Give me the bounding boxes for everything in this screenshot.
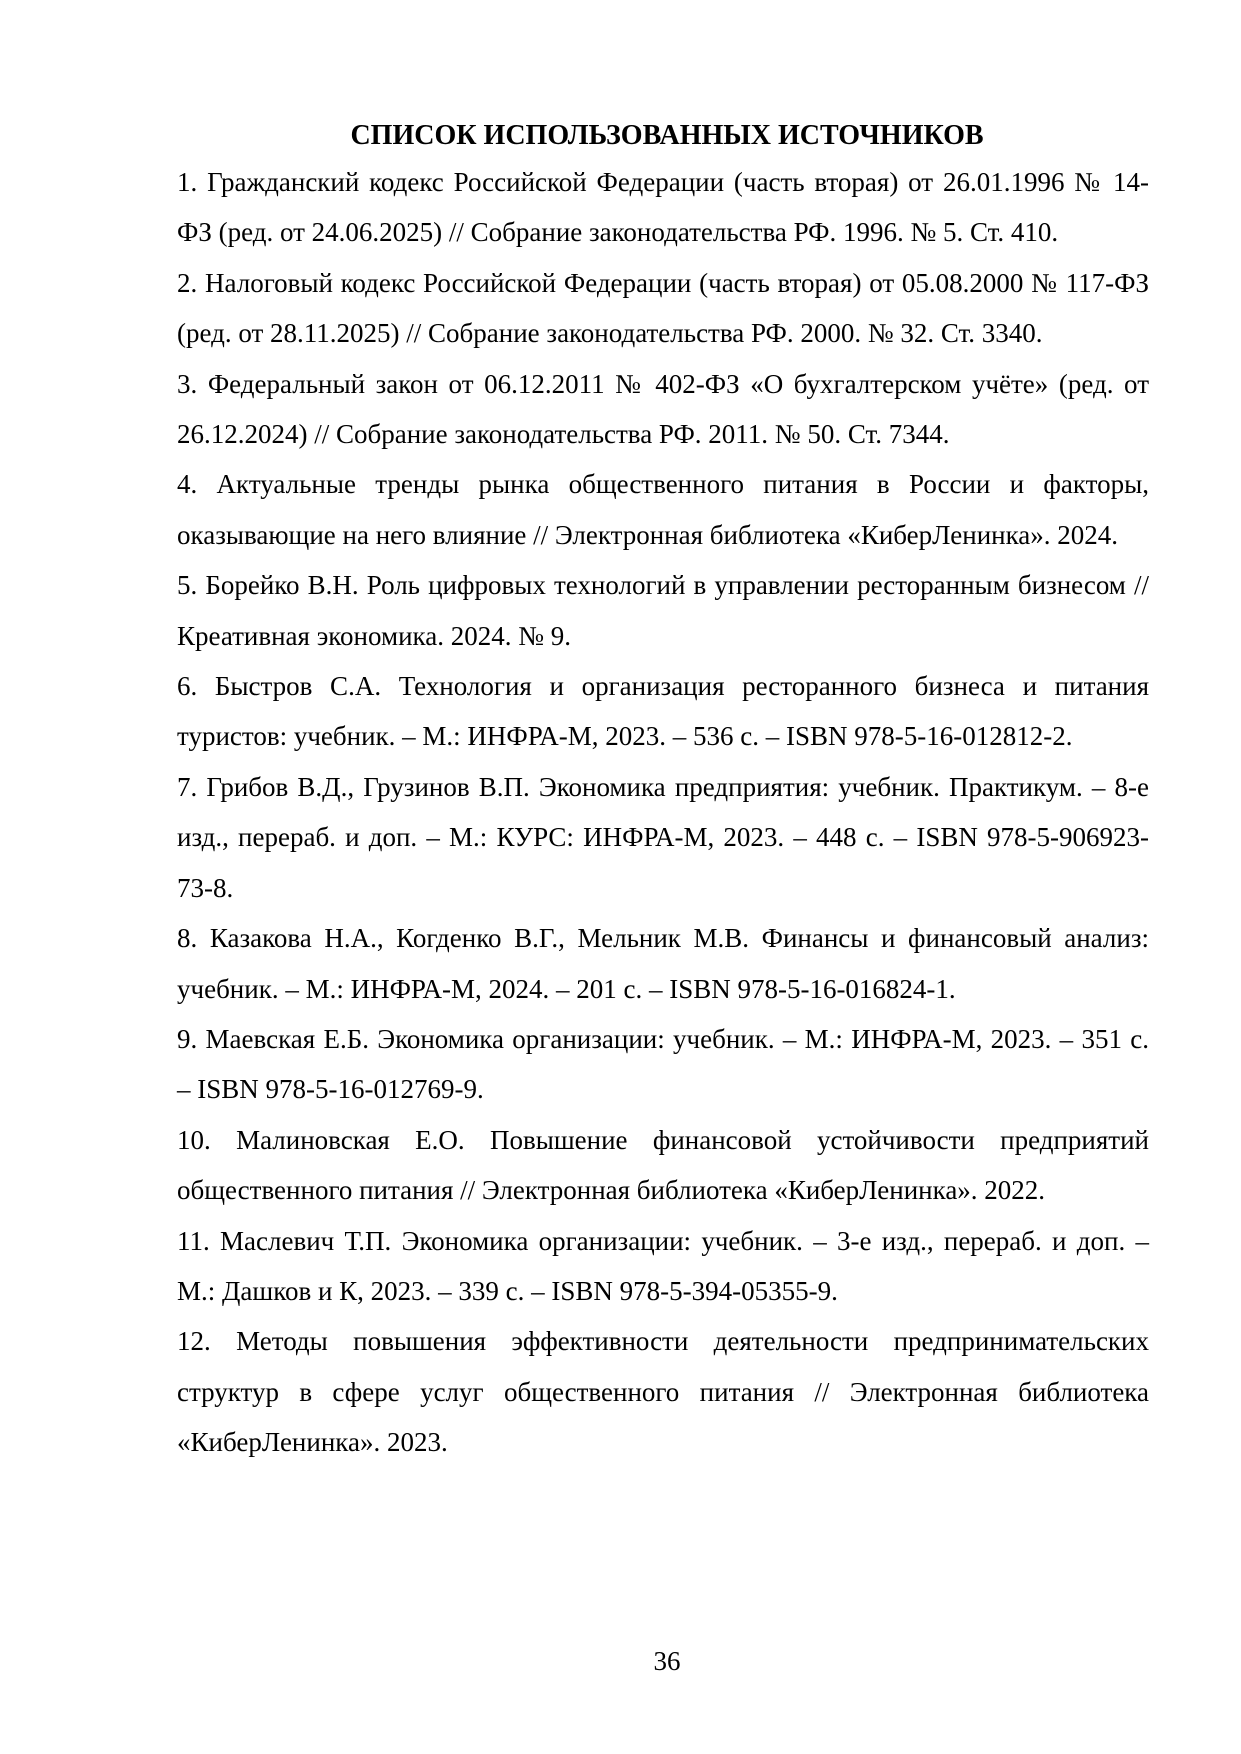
reference-item: 4. Актуальные тренды рынка общественного питания в России и факторы, оказывающие на него влияние // Электронная библиотека «КиберЛенинка». 2024. — [177, 469, 1149, 550]
reference-item: 1. Гражданский кодекс Российской Федерации (часть вторая) от 26.01.1996 № 14-ФЗ (ред. от 24.06.2025) // Собрание законодательства РФ. 1996. № 5. Ст. 410. — [177, 167, 1149, 248]
reference-item: 3. Федеральный закон от 06.12.2011 № 402-ФЗ «О бухгалтерском учёте» (ред. от 26.12.2024) // Собрание законодательства РФ. 2011. № 50. Ст. 7344. — [177, 368, 1149, 450]
reference-item: 2. Налоговый кодекс Российской Федерации (часть вторая) от 05.08.2000 № 117-ФЗ (ред. от 28.11.2025) // Собрание законодательства РФ. 2000. № 32. Ст. 3340. — [177, 267, 1149, 349]
reference-list — [177, 157, 1149, 1468]
reference-item: 7. Грибов В.Д., Грузинов В.П. Экономика предприятия: учебник. Практикум. – 8-е изд., перераб. и доп. – М.: КУРС: ИНФРА-М, 2023. – 448 с. – ISBN 978-5-906923-73-8. — [177, 771, 1149, 903]
reference-item: 9. Маевская Е.Б. Экономика организации: учебник. – М.: ИНФРА-М, 2023. – 351 с. – ISBN 978-5-16-012769-9. — [177, 1023, 1149, 1105]
reference-item: 10. Малиновская Е.О. Повышение финансовой устойчивости предприятий общественного питания // Электронная библиотека «КиберЛенинка». 2022. — [177, 1124, 1149, 1206]
reference-item: 12. Методы повышения эффективности деятельности предпринимательских структур в сфере услуг общественного питания // Электронная библиотека «КиберЛенинка». 2023. — [177, 1326, 1149, 1458]
reference-item: 11. Маслевич Т.П. Экономика организации: учебник. – 3-е изд., перераб. и доп. – М.: Дашков и К, 2023. – 339 с. – ISBN 978-5-394-05355-9. — [177, 1225, 1149, 1306]
reference-item: 8. Казакова Н.А., Когденко В.Г., Мельник М.В. Финансы и финансовый анализ: учебник. – М.: ИНФРА-М, 2024. – 201 с. – ISBN 978-5-16-016824-1. — [177, 923, 1149, 1004]
reference-item: 5. Борейко В.Н. Роль цифровых технологий в управлении ресторанным бизнесом // Креативная экономика. 2024. № 9. — [177, 570, 1149, 651]
page-title: СПИСОК ИСПОЛЬЗОВАННЫХ ИСТОЧНИКОВ — [350, 120, 984, 151]
reference-item: 6. Быстров С.А. Технология и организация ресторанного бизнеса и питания туристов: учебник. – М.: ИНФРА-М, 2023. – 536 с. – ISBN 978-5-16-012812-2. — [177, 671, 1149, 752]
page-number: 36 — [653, 1646, 681, 1676]
